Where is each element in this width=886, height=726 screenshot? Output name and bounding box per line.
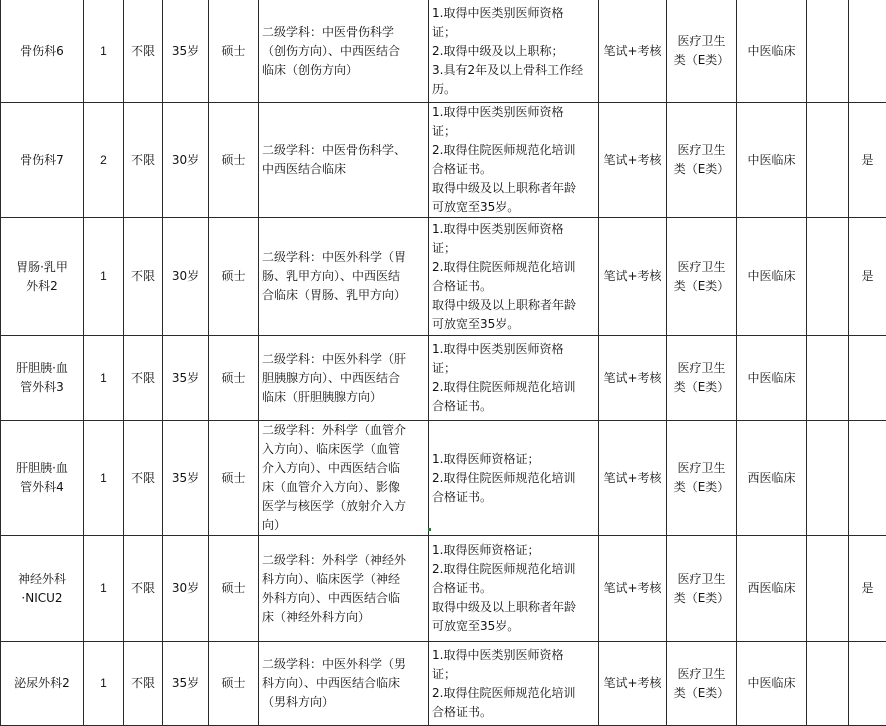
table-row xyxy=(1,421,886,536)
subcategory-cell: 西医临床 xyxy=(737,421,807,536)
empty-cell xyxy=(807,218,849,336)
table-row xyxy=(1,0,886,103)
subcategory-cell: 中医临床 xyxy=(737,103,807,218)
department-cell: 骨伤科7 xyxy=(1,103,84,218)
gender-cell: 不限 xyxy=(124,536,163,642)
table-row xyxy=(1,103,886,218)
empty-cell xyxy=(807,536,849,642)
gender-cell: 不限 xyxy=(124,421,163,536)
table-row xyxy=(1,642,886,726)
category-cell: 医疗卫生 类（E类） xyxy=(667,536,737,642)
age-limit-cell: 35岁 xyxy=(163,642,209,726)
subcategory-cell: 中医临床 xyxy=(737,0,807,103)
flag-cell xyxy=(849,336,886,421)
gender-cell: 不限 xyxy=(124,218,163,336)
gender-cell: 不限 xyxy=(124,642,163,726)
table-row xyxy=(1,336,886,421)
headcount-cell: 1 xyxy=(84,642,124,726)
requirements-cell: 1.取得中医类别医师资格 证； 2.取得住院医师规范化培训 合格证书。 xyxy=(429,336,599,421)
subcategory-cell: 中医临床 xyxy=(737,642,807,726)
headcount-cell: 2 xyxy=(84,103,124,218)
category-cell: 医疗卫生 类（E类） xyxy=(667,218,737,336)
headcount-cell: 1 xyxy=(84,0,124,103)
age-limit-cell: 30岁 xyxy=(163,536,209,642)
department-cell: 肝胆胰·血 管外科3 xyxy=(1,336,84,421)
table-row xyxy=(1,218,886,336)
major-cell: 二级学科：中医外科学（肝 胆胰腺方向）、中西医结合 临床（肝胆胰腺方向） xyxy=(259,336,429,421)
headcount-cell: 1 xyxy=(84,336,124,421)
requirements-cell: 1.取得中医类别医师资格 证； 2.取得住院医师规范化培训 合格证书。 xyxy=(429,642,599,726)
exam-method-cell: 笔试+考核 xyxy=(599,536,667,642)
category-cell: 医疗卫生 类（E类） xyxy=(667,642,737,726)
degree-cell: 硕士 xyxy=(209,536,259,642)
major-cell: 二级学科：中医骨伤科学、 中西医结合临床 xyxy=(259,103,429,218)
category-cell: 医疗卫生 类（E类） xyxy=(667,421,737,536)
age-limit-cell: 30岁 xyxy=(163,103,209,218)
degree-cell: 硕士 xyxy=(209,421,259,536)
empty-cell xyxy=(807,421,849,536)
department-cell: 胃肠·乳甲 外科2 xyxy=(1,218,84,336)
degree-cell: 硕士 xyxy=(209,218,259,336)
major-cell: 二级学科：中医外科学（胃 肠、乳甲方向）、中西医结 合临床（胃肠、乳甲方向） xyxy=(259,218,429,336)
degree-cell: 硕士 xyxy=(209,103,259,218)
department-cell: 神经外科 ·NICU2 xyxy=(1,536,84,642)
requirements-cell: 1.取得医师资格证； 2.取得住院医师规范化培训 合格证书。 取得中级及以上职称者年龄 可放宽至35岁。 xyxy=(429,536,599,642)
headcount-cell: 1 xyxy=(84,536,124,642)
age-limit-cell: 35岁 xyxy=(163,336,209,421)
degree-cell: 硕士 xyxy=(209,336,259,421)
department-cell: 肝胆胰·血 管外科4 xyxy=(1,421,84,536)
empty-cell xyxy=(807,642,849,726)
flag-cell xyxy=(849,642,886,726)
exam-method-cell: 笔试+考核 xyxy=(599,336,667,421)
flag-cell: 是 xyxy=(849,536,886,642)
empty-cell xyxy=(807,336,849,421)
flag-cell xyxy=(849,0,886,103)
requirements-cell: 1.取得中医类别医师资格 证； 2.取得住院医师规范化培训 合格证书。 取得中级及以上职称者年龄 可放宽至35岁。 xyxy=(429,103,599,218)
cell-comment-marker xyxy=(428,528,431,531)
department-cell: 骨伤科6 xyxy=(1,0,84,103)
age-limit-cell: 30岁 xyxy=(163,218,209,336)
degree-cell: 硕士 xyxy=(209,0,259,103)
exam-method-cell: 笔试+考核 xyxy=(599,421,667,536)
headcount-cell: 1 xyxy=(84,218,124,336)
age-limit-cell: 35岁 xyxy=(163,0,209,103)
gender-cell: 不限 xyxy=(124,103,163,218)
headcount-cell: 1 xyxy=(84,421,124,536)
exam-method-cell: 笔试+考核 xyxy=(599,218,667,336)
gender-cell: 不限 xyxy=(124,0,163,103)
flag-cell: 是 xyxy=(849,218,886,336)
major-cell: 二级学科：外科学（血管介 入方向）、临床医学（血管 介入方向）、中西医结合临 床（血管介入方向）、影像 医学与核医学（放射介入方 向） xyxy=(259,421,429,536)
gender-cell: 不限 xyxy=(124,336,163,421)
table-row xyxy=(1,536,886,642)
exam-method-cell: 笔试+考核 xyxy=(599,103,667,218)
major-cell: 二级学科：中医骨伤科学 （创伤方向）、中西医结合 临床（创伤方向） xyxy=(259,0,429,103)
degree-cell: 硕士 xyxy=(209,642,259,726)
subcategory-cell: 中医临床 xyxy=(737,218,807,336)
requirements-cell: 1.取得中医类别医师资格 证； 2.取得中级及以上职称； 3.具有2年及以上骨科工作经 历。 xyxy=(429,0,599,103)
requirements-cell: 1.取得医师资格证； 2.取得住院医师规范化培训 合格证书。 xyxy=(429,421,599,536)
empty-cell xyxy=(807,103,849,218)
department-cell: 泌尿外科2 xyxy=(1,642,84,726)
flag-cell xyxy=(849,421,886,536)
major-cell: 二级学科：中医外科学（男 科方向）、中西医结合临床 （男科方向） xyxy=(259,642,429,726)
subcategory-cell: 西医临床 xyxy=(737,536,807,642)
flag-cell: 是 xyxy=(849,103,886,218)
exam-method-cell: 笔试+考核 xyxy=(599,0,667,103)
category-cell: 医疗卫生 类（E类） xyxy=(667,336,737,421)
category-cell: 医疗卫生 类（E类） xyxy=(667,103,737,218)
requirements-cell: 1.取得中医类别医师资格 证； 2.取得住院医师规范化培训 合格证书。 取得中级及以上职称者年龄 可放宽至35岁。 xyxy=(429,218,599,336)
age-limit-cell: 35岁 xyxy=(163,421,209,536)
exam-method-cell: 笔试+考核 xyxy=(599,642,667,726)
empty-cell xyxy=(807,0,849,103)
subcategory-cell: 中医临床 xyxy=(737,336,807,421)
major-cell: 二级学科：外科学（神经外 科方向）、临床医学（神经 外科方向）、中西医结合临 床（神经外科方向） xyxy=(259,536,429,642)
category-cell: 医疗卫生 类（E类） xyxy=(667,0,737,103)
